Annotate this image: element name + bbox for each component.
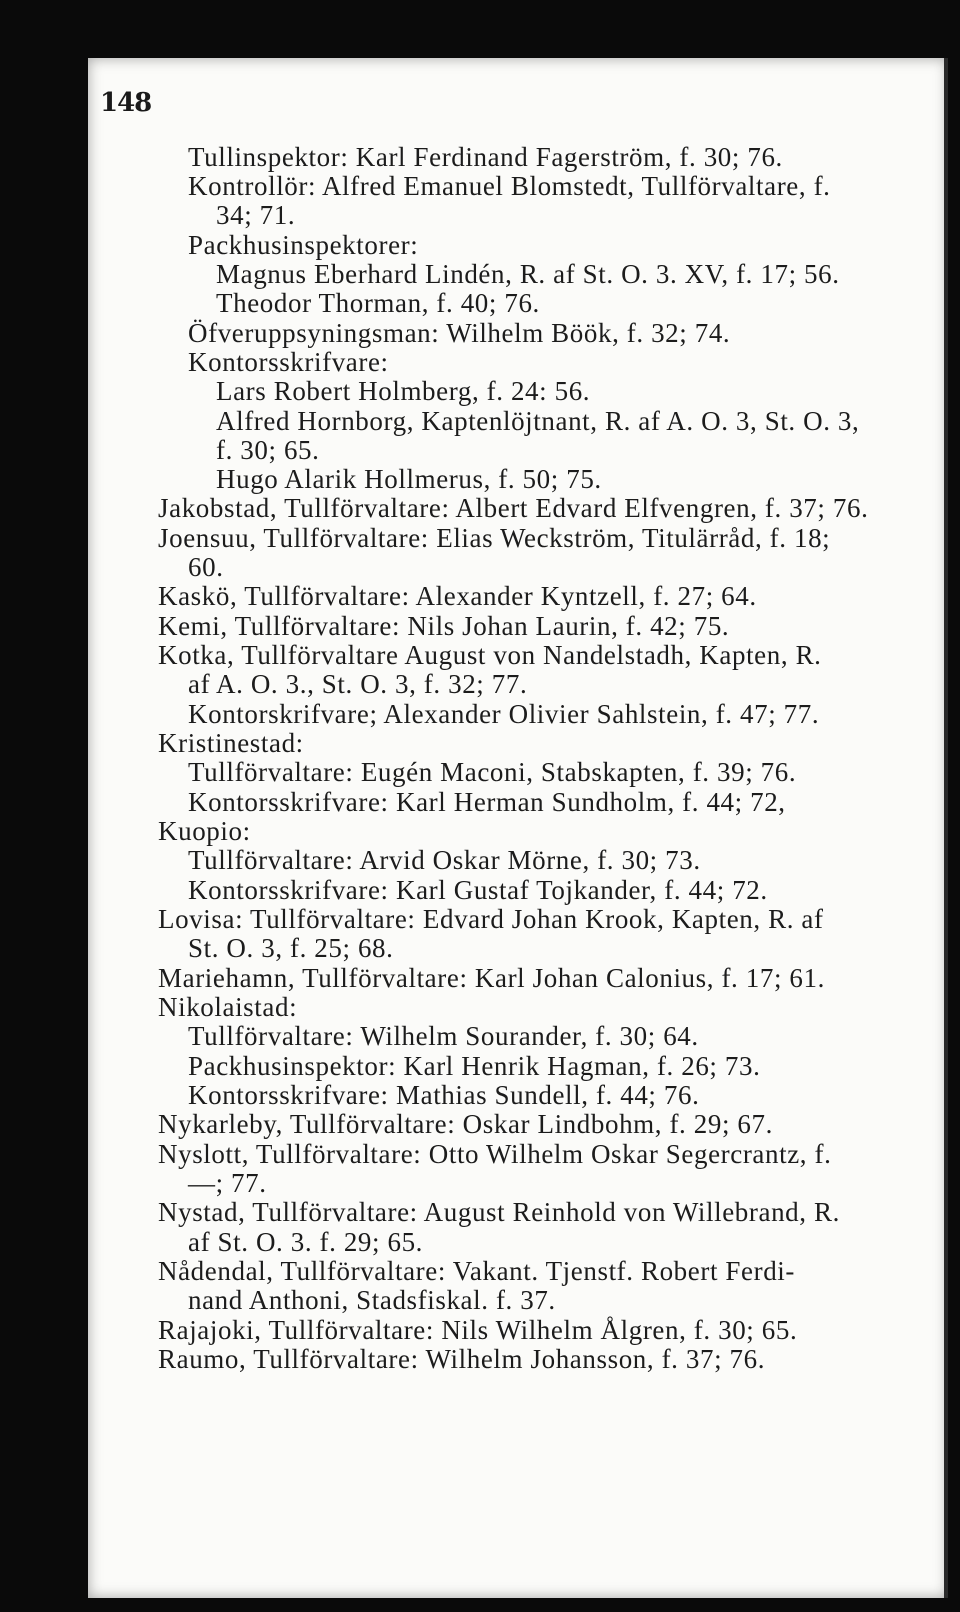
page-number: 148 [100,88,152,118]
text-line: Rajajoki, Tullförvaltare: Nils Wilhelm Ålgren, f. 30; 65. [158,1315,798,1345]
text-line: Nikolaistad: [158,992,298,1022]
text-line: Packhusinspektorer: [188,230,419,260]
text-line: Kontorsskrifvare: Mathias Sundell, f. 44; 76. [188,1080,700,1110]
text-line: Kotka, Tullförvaltare August von Nandelstadh, Kapten, R. [158,640,822,670]
text-line: Kontorskrifvare; Alexander Olivier Sahlstein, f. 47; 77. [188,699,820,729]
text-line: Kemi, Tullförvaltare: Nils Johan Laurin, f. 42; 75. [158,611,730,641]
text-line: Kontorsskrifvare: Karl Herman Sundholm, f. 44; 72, [188,787,786,817]
text-line: nand Anthoni, Stadsfiskal. f. 37. [188,1285,556,1315]
text-line: 34; 71. [216,200,296,230]
text-line: Tullförvaltare: Eugén Maconi, Stabskapten, f. 39; 76. [188,757,797,787]
text-line: Tullförvaltare: Arvid Oskar Mörne, f. 30; 73. [188,845,701,875]
text-line: Kontorsskrifvare: Karl Gustaf Tojkander, f. 44; 72. [188,875,768,905]
text-line: Öfveruppsyningsman: Wilhelm Böök, f. 32; 74. [188,318,731,348]
text-line: Kuopio: [158,816,251,846]
text-line: f. 30; 65. [216,435,320,465]
text-line: Lars Robert Holmberg, f. 24: 56. [216,376,591,406]
text-line: Kaskö, Tullförvaltare: Alexander Kyntzell, f. 27; 64. [158,581,757,611]
text-line: Raumo, Tullförvaltare: Wilhelm Johansson, f. 37; 76. [158,1344,766,1374]
text-line: Tullinspektor: Karl Ferdinand Fagerström, f. 30; 76. [188,142,783,172]
text-line: af St. O. 3. f. 29; 65. [188,1227,424,1257]
text-line: Kristinestad: [158,728,304,758]
text-line: Jakobstad, Tullförvaltare: Albert Edvard Elfvengren, f. 37; 76. [158,493,869,523]
text-line: Nykarleby, Tullförvaltare: Oskar Lindbohm, f. 29; 67. [158,1109,773,1139]
text-line: Lovisa: Tullförvaltare: Edvard Johan Krook, Kapten, R. af [158,904,824,934]
text-line: Joensuu, Tullförvaltare: Elias Weckström, Titulärråd, f. 18; [158,523,831,553]
text-line: Packhusinspektor: Karl Henrik Hagman, f. 26; 73. [188,1051,761,1081]
text-line: Tullförvaltare: Wilhelm Sourander, f. 30; 64. [188,1021,699,1051]
text-line: Nyslott, Tullförvaltare: Otto Wilhelm Oskar Segercrantz, f. [158,1139,832,1169]
text-line: —; 77. [188,1168,267,1198]
text-line: Alfred Hornborg, Kaptenlöjtnant, R. af A. O. 3, St. O. 3, [216,406,860,436]
text-line: 60. [188,552,224,582]
text-line: Nådendal, Tullförvaltare: Vakant. Tjenstf. Robert Ferdi- [158,1256,795,1286]
text-line: Magnus Eberhard Lindén, R. af St. O. 3. XV, f. 17; 56. [216,259,840,289]
text-line: af A. O. 3., St. O. 3, f. 32; 77. [188,669,528,699]
text-line: Kontorsskrifvare: [188,347,389,377]
text-line: Hugo Alarik Hollmerus, f. 50; 75. [216,464,602,494]
text-line: Mariehamn, Tullförvaltare: Karl Johan Calonius, f. 17; 61. [158,963,825,993]
text-line: Nystad, Tullförvaltare: August Reinhold von Willebrand, R. [158,1197,840,1227]
page-edge [944,58,948,1598]
text-line: Kontrollör: Alfred Emanuel Blomstedt, Tullförvaltare, f. [188,171,831,201]
text-line: Theodor Thorman, f. 40; 76. [216,288,540,318]
text-line: St. O. 3, f. 25; 68. [188,933,394,963]
